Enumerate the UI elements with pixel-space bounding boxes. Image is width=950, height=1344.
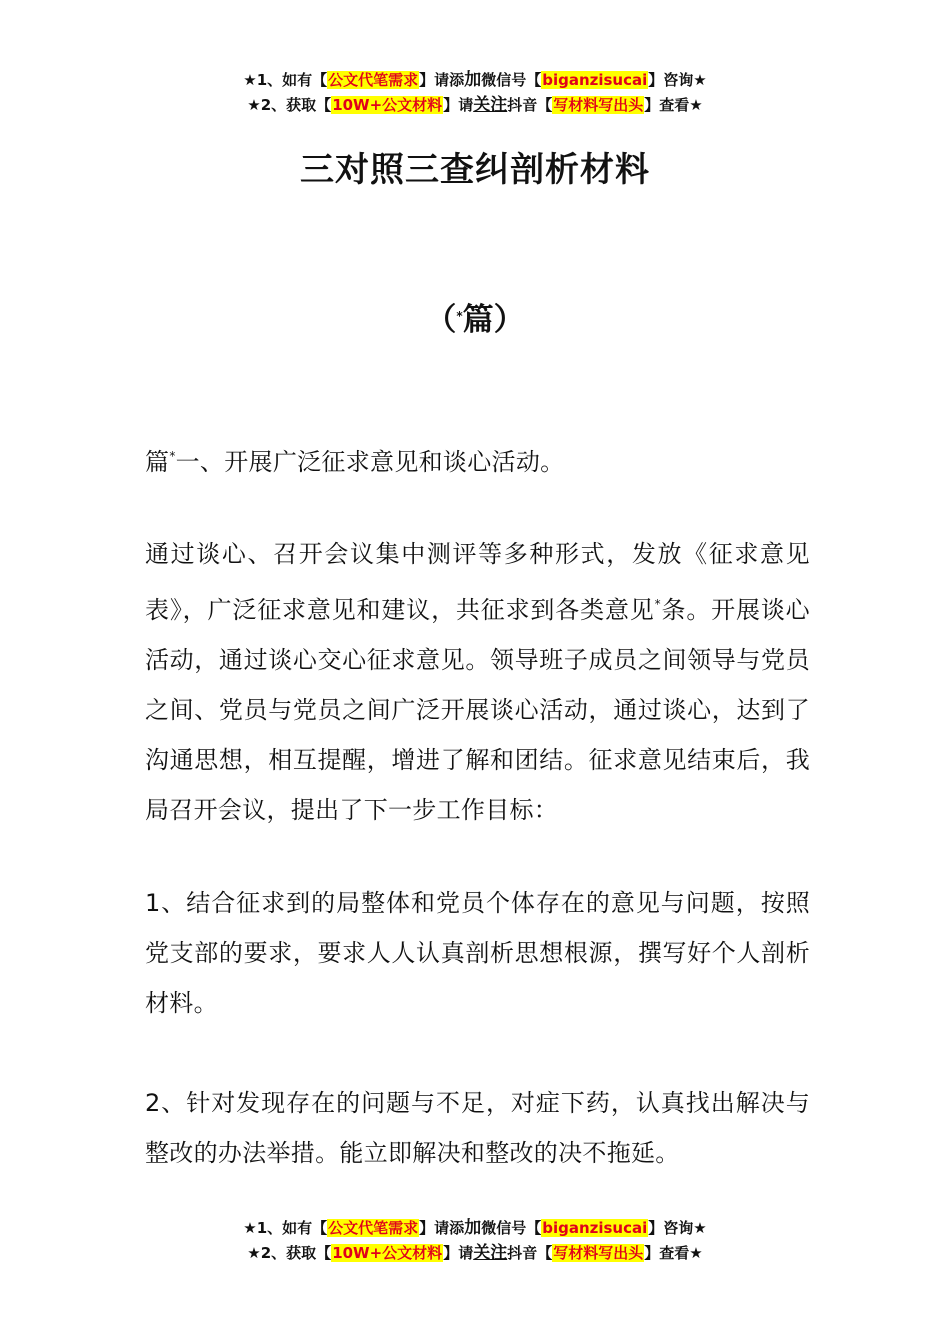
- top-banner: [0, 68, 950, 118]
- highlight-service: 公文代笔需求: [328, 71, 419, 89]
- highlight-materials: 10W+公文材料: [332, 96, 443, 114]
- highlight-wechat-id: biganzisucai: [542, 1219, 648, 1237]
- highlight-douyin: 写材料写出头: [553, 96, 644, 114]
- banner-line-2: ★2、获取【10W+公文材料】请关注抖音【写材料写出头】查看★: [247, 95, 703, 115]
- highlight-service: 公文代笔需求: [328, 1219, 419, 1237]
- banner-line-1: ★1、如有【公文代笔需求】请添加微信号【biganzisucai】咨询★: [243, 70, 707, 90]
- bottom-banner: [0, 1216, 950, 1266]
- highlight-douyin: 写材料写出头: [553, 1244, 644, 1262]
- banner-line-1: ★1、如有【公文代笔需求】请添加微信号【biganzisucai】咨询★: [243, 1218, 707, 1238]
- highlight-materials: 10W+公文材料: [332, 1244, 443, 1262]
- list-item-1: 1、结合征求到的局整体和党员个体存在的意见与问题，按照党支部的要求，要求人人认真剖析思想根源，撰写好个人剖析材料。: [145, 889, 810, 1017]
- document-title: 三对照三查纠剖析材料: [300, 150, 650, 190]
- paragraph-1: 通过谈心、召开会议集中测评等多种形式，发放《征求意见表》，广泛征求意见和建议，共征求到各类意见*条。开展谈心活动，通过谈心交心征求意见。领导班子成员之间领导与党员之间、党员与党员之间广泛开展谈心活动，通过谈心，达到了沟通思想，相互提醒，增进了解和团结。征求意见结束后，我局召开会议，提出了下一步工作目标：: [145, 540, 810, 824]
- document-subtitle: （*篇）: [425, 302, 525, 338]
- highlight-wechat-id: biganzisucai: [542, 71, 648, 89]
- list-item-2: 2、针对发现存在的问题与不足，对症下药，认真找出解决与整改的办法举措。能立即解决和整改的决不拖延。: [145, 1089, 810, 1167]
- section-heading: 篇*一、开展广泛征求意见和谈心活动。: [145, 448, 565, 476]
- banner-line-2: ★2、获取【10W+公文材料】请关注抖音【写材料写出头】查看★: [247, 1243, 703, 1263]
